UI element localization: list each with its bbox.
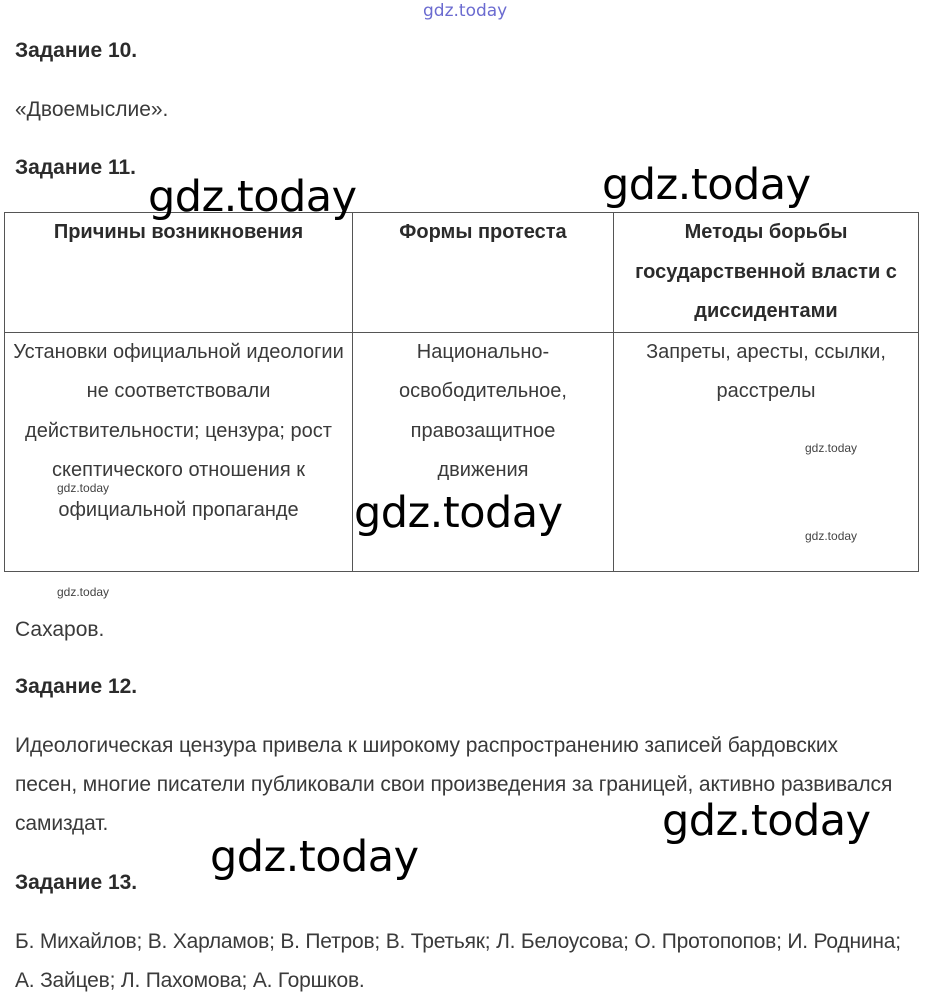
table-cell: Запреты, аресты, ссылки, расстрелы xyxy=(614,332,919,571)
task-11-after-text: Сахаров. xyxy=(15,618,105,641)
table-cell: Установки официальной идеологии не соответствовали действительности; цензура; рост скептического отношения к официальной пропаганде xyxy=(5,332,353,571)
task-10-answer: «Двоемыслие». xyxy=(15,98,169,121)
task-10-heading: Задание 10. xyxy=(15,39,138,62)
table-header-cell: Методы борьбы государственной власти с диссидентами xyxy=(614,213,919,333)
watermark-large: gdz.today xyxy=(662,796,871,846)
task-13-heading: Задание 13. xyxy=(15,871,138,894)
task-12-answer: Идеологическая цензура привела к широкому распространению записей бардовских песен, многие писатели публиковали свои произведения за границей, активно развивался самиздат. xyxy=(15,734,893,835)
table-header-cell: Формы протеста xyxy=(353,213,614,333)
watermark-large: gdz.today xyxy=(354,488,563,538)
table-header-row xyxy=(5,213,919,333)
watermark-large: gdz.today xyxy=(148,172,357,222)
watermark-small: gdz.today xyxy=(57,481,110,495)
table-cell: Национально-освободительное, правозащитное движения xyxy=(353,332,614,571)
table-header-cell: Причины возникновения xyxy=(5,213,353,333)
task-12-heading: Задание 12. xyxy=(15,675,138,698)
watermark-large: gdz.today xyxy=(210,832,419,882)
watermark-small: gdz.today xyxy=(805,441,858,455)
task-13-answer: Б. Михайлов; В. Харламов; В. Петров; В. Третьяк; Л. Белоусова; О. Протопопов; И. Роднина; А. Зайцев; Л. Пахомова; А. Горшков. xyxy=(15,930,901,992)
watermark-top: gdz.today xyxy=(423,1,508,21)
watermark-small: gdz.today xyxy=(805,529,858,543)
watermark-large: gdz.today xyxy=(602,160,811,210)
watermark-small: gdz.today xyxy=(57,585,110,599)
task-11-heading: Задание 11. xyxy=(15,156,136,179)
